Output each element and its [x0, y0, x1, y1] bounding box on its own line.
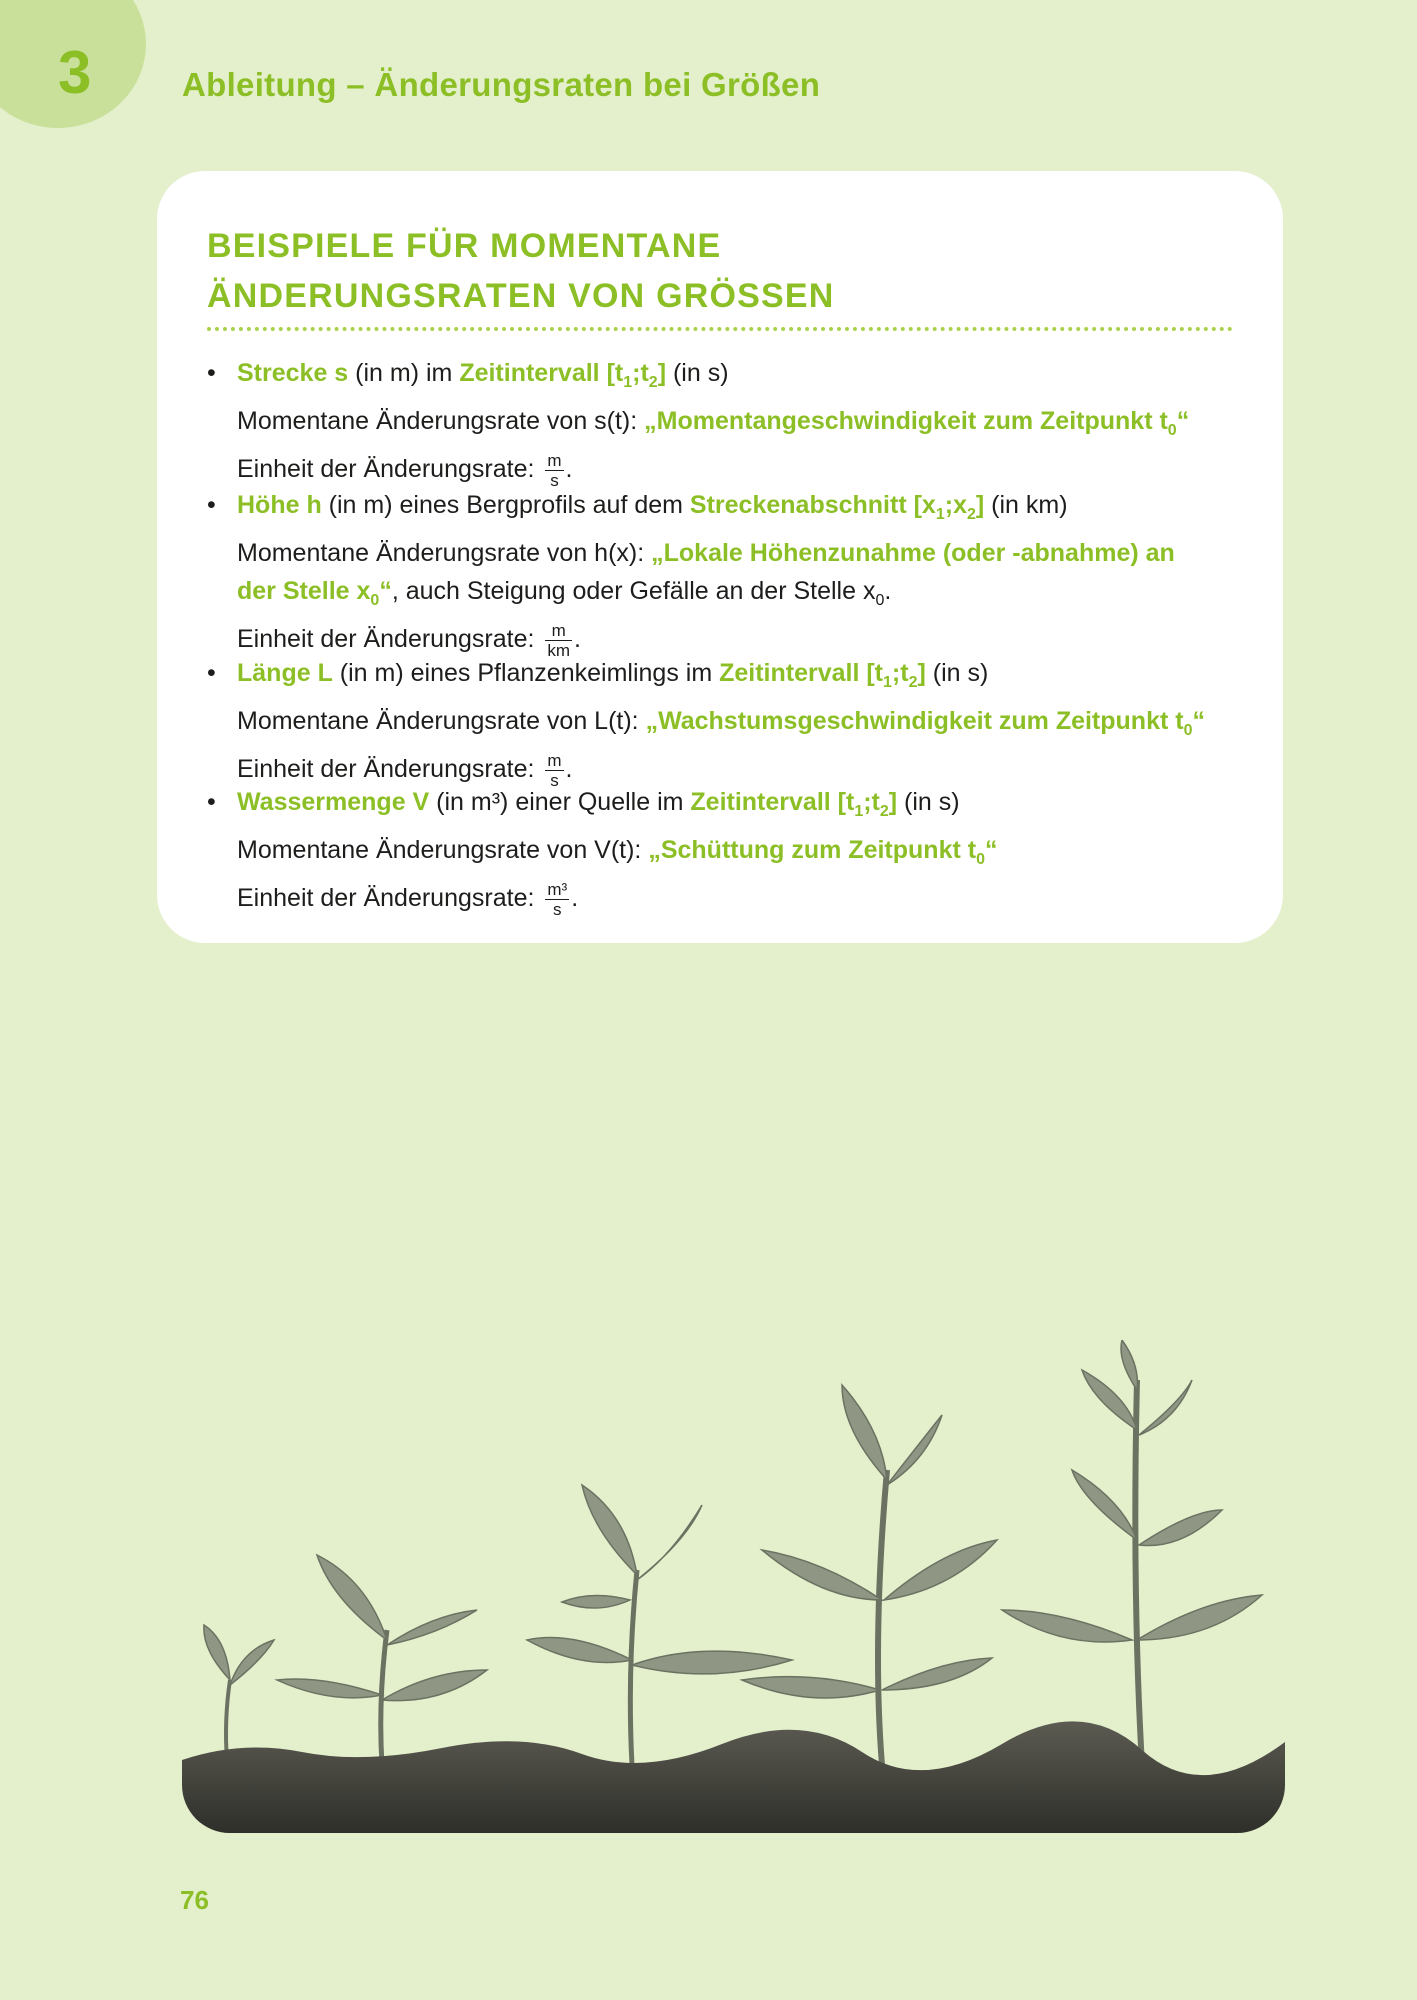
bullet-icon: •: [207, 491, 216, 519]
unit-fraction: $\frac{m}{s}$: [547, 750, 562, 790]
unit-fraction: $\frac{m}{km}$: [547, 620, 571, 660]
example-item-water: • Wassermenge V (in m³) einer Quelle im Zeitintervall $[t_1;t_2]$ (in s) Momentane Änderungsrate von V(t): „Schüttung zum Zeitpunkt $t_0“$ Einheit der Änderungsrate: $\frac{\text{m³}}{s}$ .: [207, 783, 1247, 919]
unit-fraction: $\frac{m}{s}$: [547, 450, 562, 490]
example-item-length: • Länge L (in m) eines Pflanzenkeimlings im Zeitintervall $[t_1;t_2]$ (in s) Momentane Änderungsrate von L(t): „Wachstumsgeschwindigkeit zum Zeitpunkt $t_0“$ Einheit der Änderungsrate: $\frac{m}{s}$ .: [207, 654, 1247, 790]
bullet-icon: •: [207, 788, 216, 816]
examples-box: [157, 171, 1283, 943]
chapter-title: Ableitung – Änderungsraten bei Größen: [182, 66, 821, 103]
example-item-height: • Höhe h (in m) eines Bergprofils auf dem Streckenabschnitt $[x_1;x_2]$ (in km) Momentane Änderungsrate von h(x): „Lokale Höhenzunahme (oder -abnahme) an der Stelle $x_0“$, auch Steigung oder Gefälle an der Stelle $x_0$. Einheit der Änderungsrate: $\frac{m}{km}$ .: [207, 486, 1247, 660]
bullet-icon: •: [207, 359, 216, 387]
chapter-number: 3: [58, 39, 92, 106]
example-item-distance: • Strecke s (in m) im Zeitintervall $[t_1;t_2]$ (in s) Momentane Änderungsrate von s(t): „Momentangeschwindigkeit zum Zeitpunkt $t_0“$ Einheit der Änderungsrate: $\frac{m}{s}$ .: [207, 354, 1247, 490]
unit-fraction: $\frac{\text{m³}}{s}$: [547, 879, 568, 919]
page-number: 76: [180, 1885, 209, 1915]
seedlings-image: [182, 1340, 1285, 1833]
dotted-divider: [207, 327, 1233, 331]
seedlings-illustration: [182, 1340, 1285, 1833]
bullet-icon: •: [207, 659, 216, 687]
box-title: BEISPIELE FÜR MOMENTANE ÄNDERUNGSRATEN VON GRÖSSEN: [207, 227, 835, 315]
